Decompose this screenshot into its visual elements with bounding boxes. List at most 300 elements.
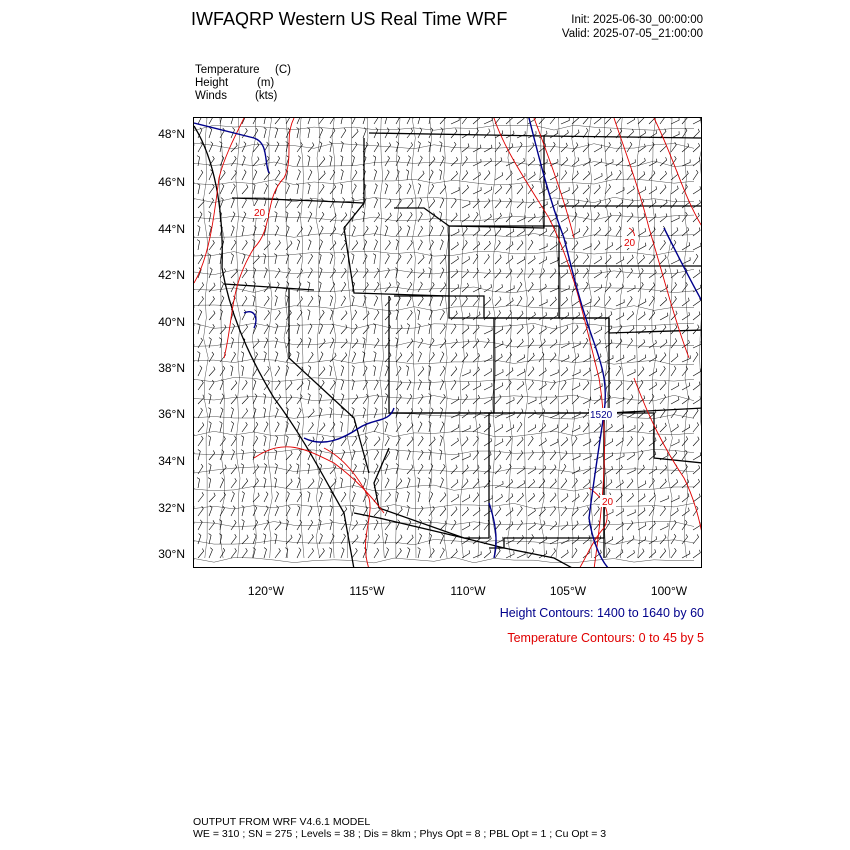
- wind-barb: [484, 423, 491, 432]
- wind-barb: [440, 436, 443, 447]
- wind-barb: [693, 408, 698, 418]
- wind-barb: [495, 255, 501, 264]
- wind-barb: [286, 184, 290, 194]
- wind-barb: [550, 548, 556, 558]
- wind-barb: [572, 200, 579, 209]
- wind-barb: [462, 256, 470, 264]
- wind-barb: [308, 268, 312, 278]
- wind-barb: [495, 494, 502, 502]
- wind-barb: [682, 128, 687, 138]
- wind-barb: [352, 395, 358, 405]
- wind-barb: [539, 438, 546, 446]
- wind-barb: [495, 172, 503, 180]
- wind-barb: [440, 464, 445, 474]
- temperature-contours: [194, 118, 702, 568]
- county-line: [194, 341, 694, 347]
- wind-barb: [352, 324, 357, 334]
- contour-label-20-a: 20: [624, 238, 636, 249]
- wind-barb: [671, 240, 676, 250]
- wind-barb: [220, 310, 222, 321]
- wind-barb: [198, 408, 203, 418]
- wind-barb: [462, 369, 470, 376]
- wind-barb: [572, 157, 579, 166]
- wind-barb: [627, 268, 633, 278]
- wind-barb: [528, 450, 534, 460]
- wind-barb: [209, 324, 214, 334]
- wind-barb: [671, 215, 679, 222]
- wind-barb: [473, 118, 480, 124]
- county-line: [348, 118, 353, 558]
- wind-barb: [363, 394, 368, 404]
- wind-barb: [561, 396, 568, 405]
- wind-barb: [693, 228, 700, 237]
- wind-barb: [682, 227, 689, 236]
- wind-barb: [583, 185, 589, 194]
- wind-barb: [286, 381, 292, 390]
- wind-barb: [572, 298, 579, 306]
- wind-barb: [319, 548, 324, 558]
- wind-barb: [219, 520, 222, 530]
- wind-barb: [274, 450, 277, 460]
- county-line: [236, 118, 241, 558]
- wind-barb: [495, 369, 503, 376]
- wind-barb: [352, 254, 355, 265]
- wind-barb: [374, 394, 379, 404]
- wind-barb: [418, 296, 423, 306]
- wind-barb: [363, 338, 365, 349]
- wind-barb: [506, 118, 513, 124]
- wind-barb: [682, 436, 688, 446]
- wind-barb: [209, 296, 215, 306]
- wind-barb: [209, 283, 215, 292]
- county-line: [572, 118, 576, 558]
- wind-barb: [627, 338, 633, 348]
- wind-barb: [231, 118, 234, 124]
- wind-barb: [439, 170, 442, 180]
- wind-barb: [660, 506, 666, 516]
- wind-barb: [198, 310, 202, 320]
- wind-barb: [671, 439, 679, 446]
- wind-barb: [275, 324, 278, 335]
- wind-barb: [539, 465, 546, 474]
- wind-barb: [319, 212, 324, 222]
- county-line: [194, 395, 694, 401]
- wind-barb: [649, 186, 657, 194]
- wind-barb: [484, 199, 490, 208]
- wind-barb: [638, 255, 645, 264]
- wind-barb: [451, 339, 457, 348]
- wind-barb: [418, 156, 422, 166]
- wind-barb: [440, 534, 444, 544]
- wind-barb: [418, 492, 420, 503]
- wind-barb: [660, 185, 666, 194]
- wind-barb: [407, 437, 413, 446]
- wind-barb: [275, 548, 280, 558]
- wind-barb: [341, 128, 346, 138]
- wind-barb: [583, 118, 589, 124]
- plot-title: IWFAQRP Western US Real Time WRF: [191, 9, 508, 29]
- wind-barb: [517, 422, 522, 432]
- wind-barb: [627, 285, 635, 292]
- wind-barb: [539, 118, 545, 124]
- wind-barb: [473, 254, 478, 264]
- wind-barb: [417, 478, 420, 488]
- wind-barb: [484, 549, 491, 558]
- wind-barb: [561, 341, 569, 348]
- wind-barb: [440, 422, 444, 432]
- wind-barb: [660, 523, 668, 530]
- wind-barb: [418, 269, 424, 278]
- wind-barb: [198, 296, 204, 306]
- wind-barb: [594, 118, 601, 124]
- wind-barb: [341, 198, 345, 208]
- wind-barb: [231, 548, 236, 558]
- wind-barb: [451, 438, 458, 446]
- wind-barb: [407, 240, 412, 250]
- wind-barb: [539, 368, 546, 376]
- wind-barb: [374, 380, 378, 390]
- wind-barb: [197, 478, 200, 488]
- wind-barb: [385, 226, 388, 237]
- wind-barb: [242, 478, 248, 488]
- wind-barb: [693, 534, 699, 544]
- wind-barb: [242, 226, 244, 237]
- wind-barb: [473, 296, 479, 306]
- wind-barb: [627, 436, 633, 446]
- wind-barb: [297, 548, 301, 558]
- wind-barb: [352, 129, 358, 138]
- wind-barb: [340, 118, 343, 124]
- wind-barb: [297, 408, 301, 418]
- wind-barb: [495, 439, 503, 446]
- wind-barb: [638, 508, 645, 517]
- wind-barb: [473, 227, 480, 236]
- wind-barb: [517, 381, 524, 390]
- wind-barb: [451, 256, 458, 264]
- wind-barb: [242, 310, 246, 320]
- lon-label-120: 120°W: [247, 584, 285, 598]
- county-line: [204, 118, 209, 558]
- wind-barb: [462, 453, 470, 460]
- wind-barb: [561, 437, 568, 446]
- wind-barb: [385, 297, 391, 307]
- field-winds: Winds (kts): [195, 90, 278, 102]
- wind-barb: [418, 171, 424, 180]
- temperature-contour-legend: Temperature Contours: 0 to 45 by 5: [507, 631, 704, 645]
- wind-barb: [506, 298, 513, 306]
- wind-barb: [231, 240, 236, 250]
- wind-barb: [286, 492, 289, 502]
- wind-barb: [396, 548, 401, 558]
- wind-barb: [385, 366, 388, 376]
- wind-barb: [352, 118, 356, 124]
- wind-barb: [660, 366, 665, 376]
- wind-barb: [253, 170, 257, 180]
- wind-barb: [462, 269, 468, 278]
- wind-barb: [561, 493, 568, 502]
- wind-barb: [230, 366, 233, 377]
- wind-barb: [495, 506, 501, 516]
- wind-barb: [440, 394, 445, 404]
- wind-barb: [682, 242, 690, 250]
- wind-barb: [241, 436, 244, 446]
- wind-barb: [561, 297, 568, 306]
- wind-barb: [209, 534, 212, 545]
- wind-barb: [495, 297, 501, 306]
- wind-barb: [627, 479, 633, 488]
- wind-barb: [484, 495, 492, 502]
- wind-barb: [297, 338, 302, 348]
- wind-barb: [506, 198, 511, 208]
- az-boundary: [374, 413, 489, 538]
- wind-barb: [484, 368, 492, 376]
- wind-barb: [451, 479, 458, 488]
- wind-barb: [693, 465, 700, 474]
- wind-barb: [638, 481, 646, 488]
- wind-barb: [374, 338, 379, 348]
- wind-barb: [506, 184, 511, 194]
- wind-barb: [340, 184, 343, 194]
- wind-barb: [550, 242, 557, 250]
- wind-barb: [286, 520, 289, 531]
- wind-barb: [506, 285, 514, 292]
- wind-barb: [594, 241, 600, 251]
- wind-barb: [264, 184, 268, 194]
- wind-barb: [660, 157, 667, 166]
- wind-barb: [263, 450, 266, 460]
- wind-barb: [572, 185, 578, 194]
- wind-barb: [297, 506, 300, 516]
- wind-barb: [341, 408, 344, 419]
- height-contours: [194, 118, 702, 568]
- wind-barb: [406, 366, 409, 376]
- wind-barb: [418, 450, 423, 460]
- wind-barb: [473, 508, 480, 517]
- wind-barb: [473, 436, 478, 446]
- wind-barb: [440, 198, 444, 208]
- wind-barb: [407, 156, 411, 166]
- wind-barb: [242, 492, 244, 503]
- wind-barb: [660, 339, 667, 348]
- lat-label-40: 40°N: [158, 315, 185, 329]
- wind-barb: [506, 436, 511, 446]
- wind-barb: [517, 354, 525, 362]
- wind-barb: [495, 284, 503, 292]
- wind-barb: [363, 520, 368, 530]
- wind-barb: [550, 130, 558, 138]
- wind-barb: [352, 352, 356, 362]
- wind-barb: [385, 492, 391, 502]
- wind-barb: [352, 548, 357, 558]
- wind-barb: [308, 324, 312, 334]
- wind-barb: [539, 479, 545, 489]
- wind-barb: [429, 282, 434, 292]
- wind-barb: [693, 312, 700, 321]
- wind-barb: [286, 464, 291, 474]
- wind-barb: [396, 520, 400, 530]
- wind-barb: [264, 241, 270, 250]
- wind-barb: [242, 324, 248, 334]
- map-canvas: [194, 118, 702, 568]
- wind-barb: [330, 324, 334, 334]
- wind-barb: [440, 366, 445, 376]
- wind-barb: [473, 172, 480, 180]
- wind-barb: [550, 450, 556, 460]
- wind-barb: [605, 242, 613, 250]
- wind-barb: [428, 366, 431, 376]
- wind-barb: [484, 438, 492, 446]
- wind-barb: [220, 380, 223, 390]
- wind-barb: [220, 478, 224, 488]
- wind-barb: [253, 394, 257, 404]
- wind-barb: [385, 143, 391, 153]
- nm-boundary: [489, 413, 604, 548]
- wind-barb: [440, 493, 446, 503]
- wind-barb: [462, 170, 468, 180]
- wind-barb: [385, 184, 388, 195]
- height-contour-legend: Height Contours: 1400 to 1640 by 60: [499, 606, 704, 620]
- wind-barb: [627, 550, 634, 558]
- wind-barb: [264, 520, 269, 530]
- wind-barb: [198, 118, 202, 124]
- wind-barb: [638, 422, 643, 432]
- wind-barb: [242, 408, 248, 418]
- wind-barb: [506, 255, 513, 264]
- wind-barb: [660, 255, 666, 264]
- wind-barb: [407, 352, 413, 362]
- wind-barb: [682, 312, 690, 320]
- wind-barb: [319, 408, 322, 418]
- county-line: [194, 323, 694, 329]
- wind-barb: [275, 296, 277, 307]
- wind-barb: [682, 508, 689, 516]
- county-line: [652, 118, 656, 558]
- wind-barb: [329, 548, 332, 558]
- wind-barb: [638, 367, 644, 376]
- wind-barb: [693, 243, 701, 250]
- wind-barb: [319, 268, 322, 278]
- wind-barb: [220, 184, 224, 194]
- wind-barb: [539, 450, 545, 460]
- wind-barb: [517, 466, 524, 474]
- county-line: [316, 118, 320, 558]
- wind-barb: [506, 339, 512, 349]
- wind-barb: [264, 118, 266, 124]
- wind-barb: [253, 184, 256, 195]
- wind-barb: [308, 506, 312, 516]
- wind-barb: [671, 424, 678, 432]
- wind-barb: [385, 118, 388, 124]
- wind-barb: [330, 254, 333, 265]
- wind-barb: [528, 312, 535, 320]
- wind-barb: [385, 464, 388, 474]
- wind-barb: [385, 268, 390, 278]
- wind-barb: [297, 352, 299, 363]
- wind-barb: [220, 492, 226, 502]
- wind-barb: [209, 338, 211, 349]
- wind-barb: [693, 270, 700, 278]
- wind-barb: [440, 142, 443, 153]
- wind-barb: [451, 425, 459, 433]
- wind-barb: [407, 535, 413, 544]
- wind-barb: [209, 450, 215, 460]
- wind-barb: [352, 535, 358, 544]
- wind-barb: [682, 355, 690, 362]
- wind-barb: [242, 185, 248, 195]
- wind-barb: [671, 325, 677, 334]
- wind-barb: [209, 142, 213, 152]
- wind-barb: [594, 270, 602, 278]
- run-times: [562, 13, 703, 41]
- wind-barb: [649, 296, 654, 306]
- wind-barb: [682, 298, 689, 306]
- wind-barb: [374, 142, 379, 152]
- wind-barb: [396, 353, 402, 363]
- wind-barb: [660, 423, 666, 432]
- wind-barb: [528, 325, 534, 334]
- wind-barb: [693, 550, 700, 558]
- wind-barb: [385, 213, 391, 222]
- wind-barb: [341, 240, 346, 250]
- wind-barb: [660, 313, 668, 320]
- wind-barb: [264, 548, 267, 559]
- wind-barb: [660, 479, 666, 488]
- wind-barb: [385, 436, 389, 446]
- wind-barb: [649, 438, 656, 446]
- wind-barb: [517, 325, 523, 334]
- wind-barb: [407, 142, 413, 152]
- wind-barb: [484, 465, 491, 474]
- wind-barb: [627, 296, 632, 306]
- wind-barb: [329, 366, 332, 377]
- wind-barb: [561, 367, 568, 376]
- wind-barb: [627, 381, 633, 391]
- wind-barb: [506, 380, 511, 390]
- wind-barb: [539, 299, 547, 306]
- wind-barb: [308, 492, 311, 503]
- wind-barb: [528, 380, 534, 390]
- county-line: [412, 118, 417, 558]
- wind-barb: [583, 368, 590, 376]
- wind-barb: [308, 254, 313, 264]
- wind-barb: [220, 408, 223, 418]
- wind-barb: [605, 213, 611, 222]
- wind-barb: [275, 464, 277, 475]
- wind-barb: [693, 494, 700, 502]
- wind-barb: [550, 257, 558, 264]
- wind-barb: [231, 422, 234, 433]
- wind-barb: [660, 214, 667, 223]
- wind-barb: [660, 240, 666, 250]
- wind-barb: [341, 366, 344, 377]
- wind-barb: [407, 492, 409, 503]
- wind-barb: [352, 310, 357, 320]
- wind-barb: [418, 422, 422, 432]
- wind-barb: [473, 383, 481, 390]
- wind-barb: [440, 283, 446, 293]
- wind-barb: [572, 369, 580, 376]
- wind-barb: [473, 312, 480, 320]
- wind-barb: [572, 383, 580, 390]
- lat-label-30: 30°N: [158, 547, 185, 561]
- wind-barb: [418, 548, 421, 559]
- county-line: [700, 118, 702, 558]
- wind-barb: [561, 464, 566, 474]
- wind-barb: [275, 436, 278, 447]
- wind-barb: [583, 521, 590, 530]
- wind-barb: [572, 467, 580, 474]
- wind-barb: [330, 506, 332, 517]
